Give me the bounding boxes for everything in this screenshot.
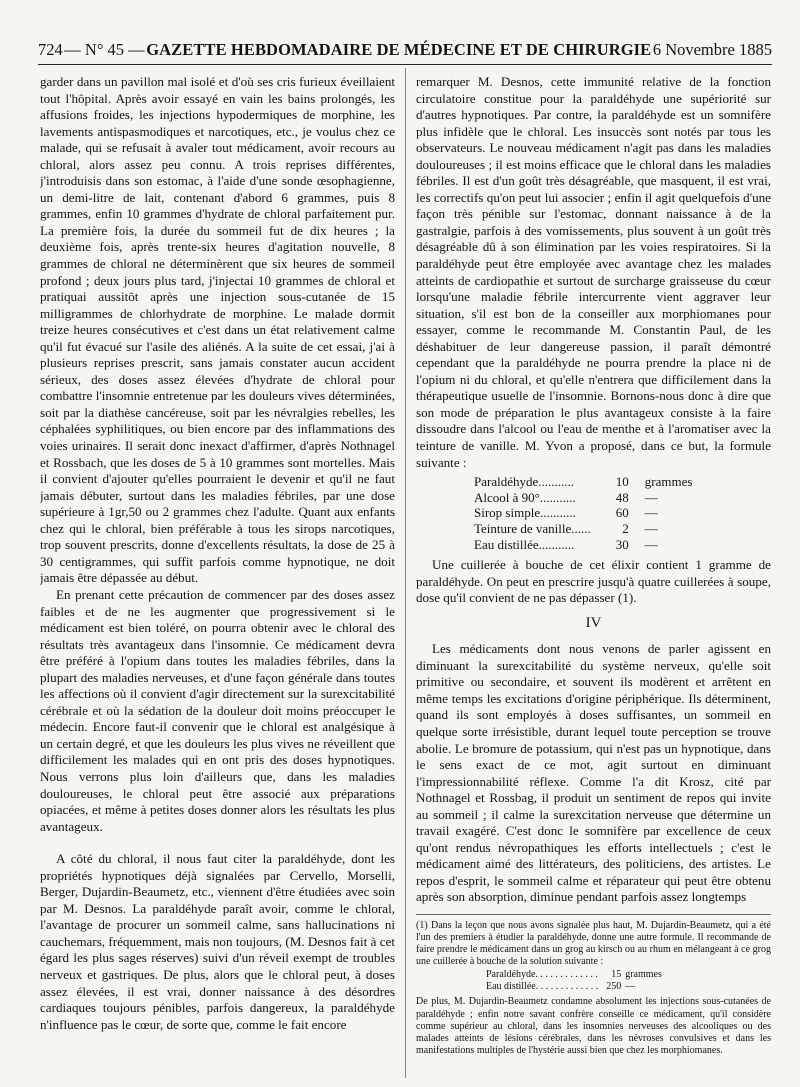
formula-ingredient: Eau distillée. . . . . . . . . . . . . — [486, 981, 599, 993]
formula-ingredient: Paraldéhyde........... — [474, 474, 575, 490]
formula-unit: — — [644, 536, 658, 552]
formula-unit: — — [644, 520, 658, 536]
section-heading: IV — [585, 614, 602, 631]
right-paragraph-3: Les médicaments dont nous venons de parler agissent en diminuant la surexcitabilité du système nerveux, qu'elle soit primitive ou secondaire, et souvent ils modèrent et arrêtent en même temps les excitations d'origine périphérique. Ils déterminent, quand ils sont employés à doses suffisantes, un sommeil en quelque sorte irrésistible, durant lequel toute perception se trouve abolie. Le bromure de potassium, qui n'est pas un hypnotique, dans le sens exact de ce mot, agit surtout en diminuant l'impressionnabilité réflexe. Comme l'a dit Krosz, cité par Nothnagel et Rossbag, il produit un sentiment de repos qui invite au sommeil ; il calme la surexcitation nerveuse que détermine un travail exagéré. C'est donc le somnifère par excellence de ceux qu'ont rendus névropathiques les efforts intellectuels ; c'est le médicament aimé des littérateurs, des politiciens, des artistes. Le repos d'esprit, le sommeil calme et réparateur qui peut être obtenu après son absorption, diminue pendant parfois assez longtemps — [416, 641, 771, 905]
formula-row — [474, 521, 698, 537]
formula-quantity: 15 — [611, 969, 622, 981]
footnote-text-2: De plus, M. Dujardin-Beaumetz condamne absolument les injections sous-cutanées de paraldéhyde ; enfin notre savant confrère conseille ce médicament, qu'il considère comme supérieur au chloral, dans les insomnies nerveuses des alcooliques ou des malades atteints de lésions cérébrales, dans les névroses convulsives et dans les manifestations multiples de l'hystérie aussi bien que chez les morphiomanes. — [416, 996, 771, 1056]
formula-quantity: 10 — [615, 474, 629, 490]
page-header — [38, 40, 772, 60]
left-column — [40, 74, 395, 1078]
formula-row — [474, 537, 698, 553]
paragraph-gap — [40, 835, 395, 851]
journal-title: GAZETTE HEBDOMADAIRE DE MÉDECINE ET DE CHIRURGIE — [146, 40, 652, 59]
formula-quantity: 60 — [615, 505, 629, 521]
left-paragraph-1: garder dans un pavillon mal isolé et d'où ses cris furieux éveillaient tout l'hôpital. Après avoir essayé en vain les bains prolongés, les affusions froides, les injections hypodermiques de morphine, les lavements antispasmodiques et narcotiques, etc., je voulus chez ce malade, qui se refusait à avaler tout médicament, avoir recours au chloral, alors assez peu connu. A trois reprises différentes, j'introduisis dans son estomac, à l'aide d'une sonde œsophagienne, un demi-litre de lait, contenant d'abord 6 grammes, puis 8 grammes, enfin 10 grammes d'hydrate de chloral parfaitement pur. La première fois, la durée du sommeil fut de dix heures ; la deuxième fois, après trente-six heures d'agitation nouvelle, 8 grammes de chloral ne déterminèrent que six heures de sommeil profond ; deux jours plus tard, j'injectai 10 grammes de chloral et pratiquai aussitôt après une injection sous-cutanée de 15 milligrammes de chlorhydrate de morphine. Le malade dormit treize heures consécutives et c'est dans un état relativement calme qu'il fut évacué sur l'asile des aliénés. A la suite de cet essai, j'ai à plusieurs reprises prescrit, sans jamais constater aucun accident sérieux, des doses assez élevées d'hydrate de chloral pour combattre l'insomnie entretenue par les douleurs vives déterminées, soit par la diathèse cancéreuse, soit par les névralgies rebelles, les céphalées syphilitiques, ou bien encore par des inflammations des voies urinaires. Il serait donc inexact d'affirmer, d'après Nothnagel et Rossbach, que les doses de 5 à 10 grammes sont mortelles. Mais il convient d'ajouter qu'elles pourraient le devenir et qu'il ne faut jamais débuter, surtout dans les maladies fébriles, par une dose supérieure à 1gr,50 ou 2 grammes chez l'adulte. Quant aux enfants chez qui le chloral, bien préférable à tous les sirops narcotiques, trop souvent prescrits, donne d'excellents résultats, la dose de 25 à 30 centigrammes, qui suffit parfois comme hypnotique, ne doit jamais être dépassée au début. — [40, 74, 395, 586]
formula-quantity: 48 — [615, 489, 629, 505]
formula-ingredient: Eau distillée........... — [474, 536, 575, 552]
formula-row — [486, 981, 666, 993]
formula-ingredient: Teinture de vanille...... — [474, 520, 591, 536]
column-divider — [405, 68, 406, 1078]
footnote-rule — [416, 914, 771, 915]
right-paragraph-1: remarquer M. Desnos, cette immunité relative de la fonction circulatoire constitue pour la paraldéhyde une supériorité sur d'autres hypnotiques. Par contre, la paraldéhyde est un somnifère plus infidèle que le chloral. Les insuccès sont notés par tous les observateurs. Le nouveau médicament n'agit pas dans les maladies douloureuses ; il est moins efficace que le chloral dans les maladies fébriles. Il est d'un goût très désagréable, que masquent, il est vrai, les correctifs qu'on peut lui associer ; enfin il agit quelquefois d'une façon très pénible sur l'estomac, donnant naissance à de la gastralgie, parfois à des vomissements, plus souvent à un goût très désagréable dû à son élimination par les voies respiratoires. Si la paraldéhyde peut être employée avec avantage chez les malades atteints de cardiopathie et surtout de surcharge graisseuse du cœur lorsqu'une maladie fébrile intercurrente vient aggraver leur situation, s'il est bon de la conseiller aux morphiomanes pour essayer, comme le recommande M. Constantin Paul, de les déshabituer de leur dangereuse passion, il paraît démontré cependant que la paraldéhyde ne pourra prendre la place ni de l'opium ni du chloral, et qu'elle n'entrera que difficilement dans la thérapeutique usuelle de l'insomnie. Bornons-nous donc à dire que son mode de préparation le plus avantageux consiste à la faire dissoudre dans l'alcool ou l'eau de menthe et à l'aromatiser avec la teinture de vanille. M. Yvon a proposé, dans ce but, la formule suivante : — [416, 74, 771, 470]
formula-unit: — — [644, 489, 658, 505]
formula-row — [474, 474, 698, 490]
formula-unit: — — [625, 981, 636, 993]
formula-ingredient: Paraldéhyde. . . . . . . . . . . . . — [486, 969, 598, 981]
footnote-text-1: (1) Dans la leçon que nous avons signalée plus haut, M. Dujardin-Beaumetz, qui a été l'un des premiers à étudier la paraldéhyde, donne une autre formule. Il recommande de faire prendre le médicament dans un grog au kirsch ou au rhum en mélangeant à ce grog une cuillerée à bouche de la solution suivante : — [416, 920, 771, 968]
right-column — [416, 74, 771, 1078]
formula-row — [486, 969, 666, 981]
yvon-formula — [474, 474, 698, 552]
formula-unit: — — [644, 505, 658, 521]
right-paragraph-2: Une cuillerée à bouche de cet élixir contient 1 gramme de paraldéhyde. On peut en prescrire jusqu'à quatre cuillerées à soupe, dose qu'il convient de ne pas dépasser (1). — [416, 557, 771, 606]
footnote — [416, 920, 771, 1057]
formula-row — [474, 490, 698, 506]
formula-unit: grammes — [644, 474, 693, 490]
formula-quantity: 2 — [622, 520, 629, 536]
issue-date: 6 Novembre 1885 — [652, 40, 772, 59]
formula-row — [474, 505, 698, 521]
left-paragraph-2: En prenant cette précaution de commencer par des doses assez faibles et de ne les augmenter que progressivement si le médicament est bien toléré, on pourra obtenir avec le chloral des résultats très avantageux dans l'insomnie. Ce médicament devra être préféré à l'opium dans toutes les maladies fébriles, dans la plupart des maladies nerveuses, et d'une façon générale dans toutes les affections où il convient d'agir directement sur la surexcitabilité cérébrale et où la sédation de la douleur doit moins préoccuper le médecin. Encore faut-il convenir que le chloral est analgésique à un certain degré, et que les douleurs les plus vives ne réveillent que difficilement les malades qui en ont pris des doses hypnotiques. Nous verrons plus loin d'ailleurs que, dans les maladies douloureuses, le chloral peut être associé aux préparations opiacées, et même à petites doses donner alors les résultats les plus avantageux. — [40, 586, 395, 834]
page-number: 724 — [38, 40, 63, 59]
left-paragraph-3: A côté du chloral, il nous faut citer la paraldéhyde, dont les propriétés hypnotiques déjà signalées par Cervello, Morselli, Berger, Dujardin-Beaumetz, etc., viennent d'être étudiées avec soin par M. Desnos. La paraldéhyde paraît avoir, comme le chloral, l'avantage de procurer un sommeil calme, sans hallucinations ni cauchemars, fréquemment, mais non toujours, (M. Desnos fait à cet égard les plus sages réserves) suivi d'un réveil exempt de troubles nerveux et gastriques. De plus, alors que le chloral peut, à doses assez élevées, il est vrai, donner naissance à des désordres cardiaques toujours pénibles, parfois dangereux, la paraldéhyde n'influence pas le cœur, de sorte que, comme le fait encore — [40, 851, 395, 1032]
issue-number: — N° 45 — — [64, 40, 145, 59]
formula-ingredient: Alcool à 90°........... — [474, 489, 576, 505]
formula-ingredient: Sirop simple........... — [474, 505, 576, 521]
formula-unit: grammes — [625, 969, 662, 981]
formula-quantity: 250 — [606, 981, 622, 993]
footnote-formula — [486, 969, 666, 993]
header-rule — [38, 64, 772, 65]
formula-quantity: 30 — [615, 536, 629, 552]
